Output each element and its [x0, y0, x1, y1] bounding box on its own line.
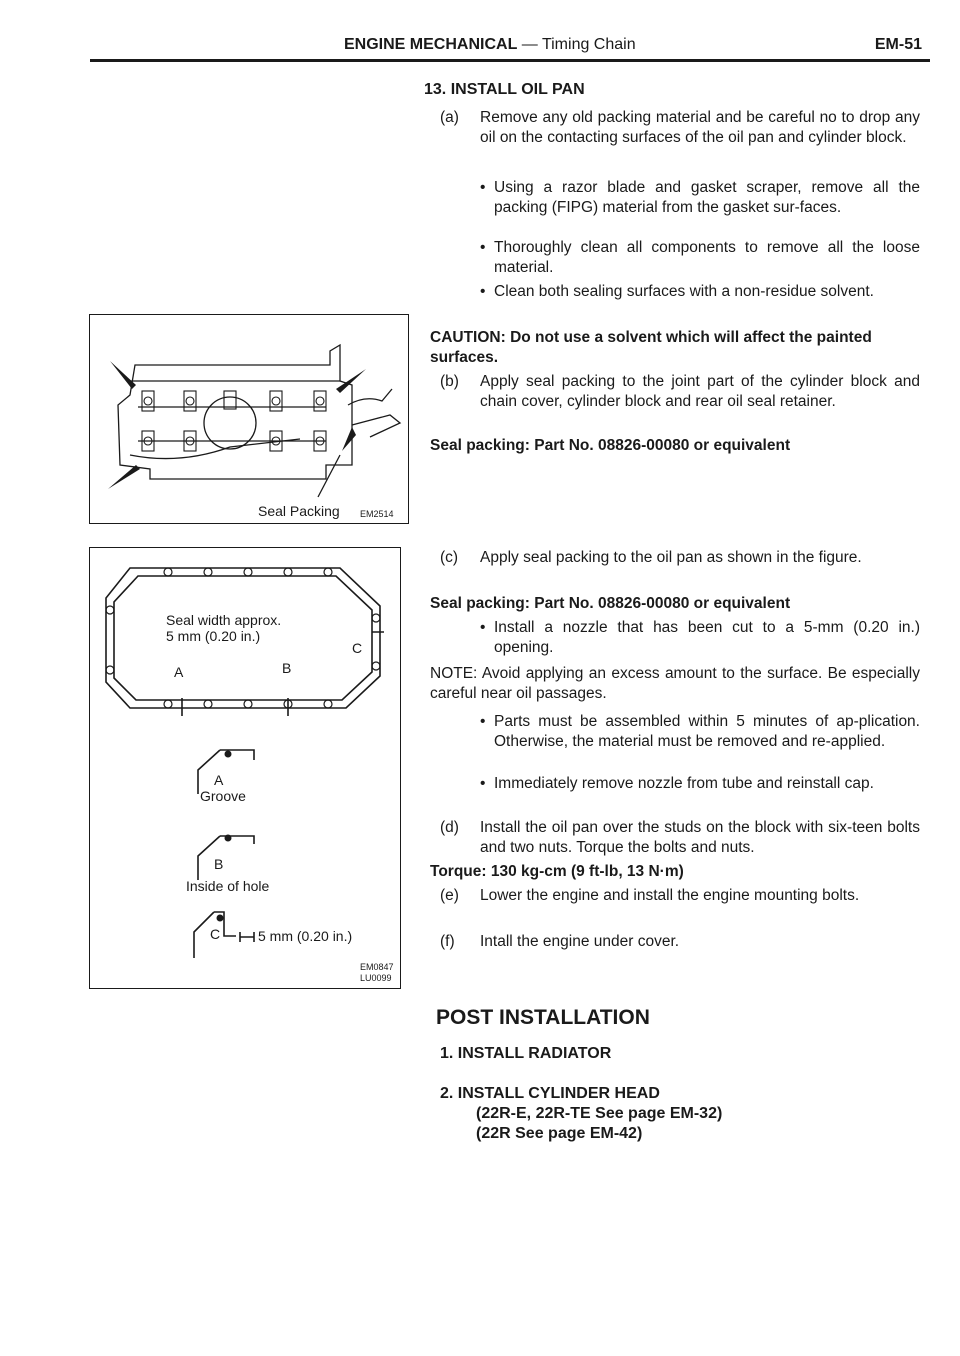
- note: NOTE: Avoid applying an excess amount to the surface. Be especially careful near oil passages.: [430, 665, 920, 702]
- seal-width-label: Seal width approx.: [166, 612, 282, 628]
- mark-b-detail: B: [214, 856, 224, 872]
- step-e: (e) Lower the engine and install the engine mounting bolts.: [440, 887, 860, 904]
- seal-width-value: 5 mm (0.20 in.): [166, 628, 261, 644]
- mark-a-pan: A: [174, 664, 184, 680]
- step-a: (a) Remove any old packing material and be careful no to drop any oil on the contacting surfaces of the oil pan and cylinder block.: [440, 109, 920, 146]
- bullet-a1: • Using a razor blade and gasket scraper, remove all the packing (FIPG) material from the gasket sur-faces.: [480, 179, 920, 216]
- figure-seal-packing: [89, 314, 409, 524]
- section-title: ENGINE MECHANICAL — Timing Chain: [344, 36, 636, 53]
- bullet-c2: • Parts must be assembled within 5 minutes of ap-plication. Otherwise, the material must be removed and re-applied.: [480, 713, 920, 750]
- caution-note: CAUTION: Do not use a solvent which will affect the painted surfaces.: [430, 329, 872, 366]
- mark-c-pan: C: [352, 640, 363, 656]
- inside-hole-label: Inside of hole: [186, 878, 270, 894]
- figure2-code2: LU0099: [360, 973, 392, 983]
- torque-spec: Torque: 130 kg-cm (9 ft-lb, 13 N·m): [430, 863, 684, 880]
- seal-packing-spec-2: Seal packing: Part No. 08826-00080 or equivalent: [430, 595, 791, 612]
- bullet-a2: • Thoroughly clean all components to remove all the loose material.: [480, 239, 920, 276]
- post-item-2-ref1: (22R-E, 22R-TE See page EM-32): [476, 1105, 723, 1122]
- step-d: (d) Install the oil pan over the studs on the block with six-teen bolts and two nuts. Torque the bolts and nuts.: [440, 819, 920, 856]
- bullet-c3: • Immediately remove nozzle from tube and reinstall cap.: [480, 775, 874, 792]
- post-item-2: 2. INSTALL CYLINDER HEAD: [440, 1085, 660, 1102]
- bead-dimension: 5 mm (0.20 in.): [258, 928, 353, 944]
- step-b: (b) Apply seal packing to the joint part of the cylinder block and chain cover, cylinder block and rear oil seal retainer.: [440, 373, 920, 410]
- bullet-c1: • Install a nozzle that has been cut to a 5-mm (0.20 in.) opening.: [480, 619, 920, 656]
- post-item-2-ref2: (22R See page EM-42): [476, 1125, 643, 1142]
- figure2-code1: EM0847: [360, 962, 394, 972]
- engine-block-drawing: [90, 315, 408, 523]
- bullet-a3: • Clean both sealing surfaces with a non-residue solvent.: [480, 283, 874, 300]
- figure1-code: EM2514: [360, 509, 394, 519]
- mark-a-detail: A: [214, 772, 224, 788]
- figure-oil-pan: [89, 547, 401, 989]
- step-c: (c) Apply seal packing to the oil pan as shown in the figure.: [440, 549, 862, 566]
- seal-packing-spec-1: Seal packing: Part No. 08826-00080 or equivalent: [430, 437, 791, 454]
- groove-label: Groove: [200, 788, 246, 804]
- mark-c-detail: C: [210, 926, 221, 942]
- seal-packing-label: Seal Packing: [258, 503, 340, 519]
- post-installation-heading: POST INSTALLATION: [436, 1006, 650, 1029]
- post-item-1: 1. INSTALL RADIATOR: [440, 1045, 612, 1062]
- mark-b-pan: B: [282, 660, 292, 676]
- instructions-column: [424, 0, 920, 1356]
- step-13-title: 13. INSTALL OIL PAN: [424, 81, 585, 98]
- page-number: EM-51: [874, 36, 922, 53]
- step-f: (f) Intall the engine under cover.: [440, 933, 680, 950]
